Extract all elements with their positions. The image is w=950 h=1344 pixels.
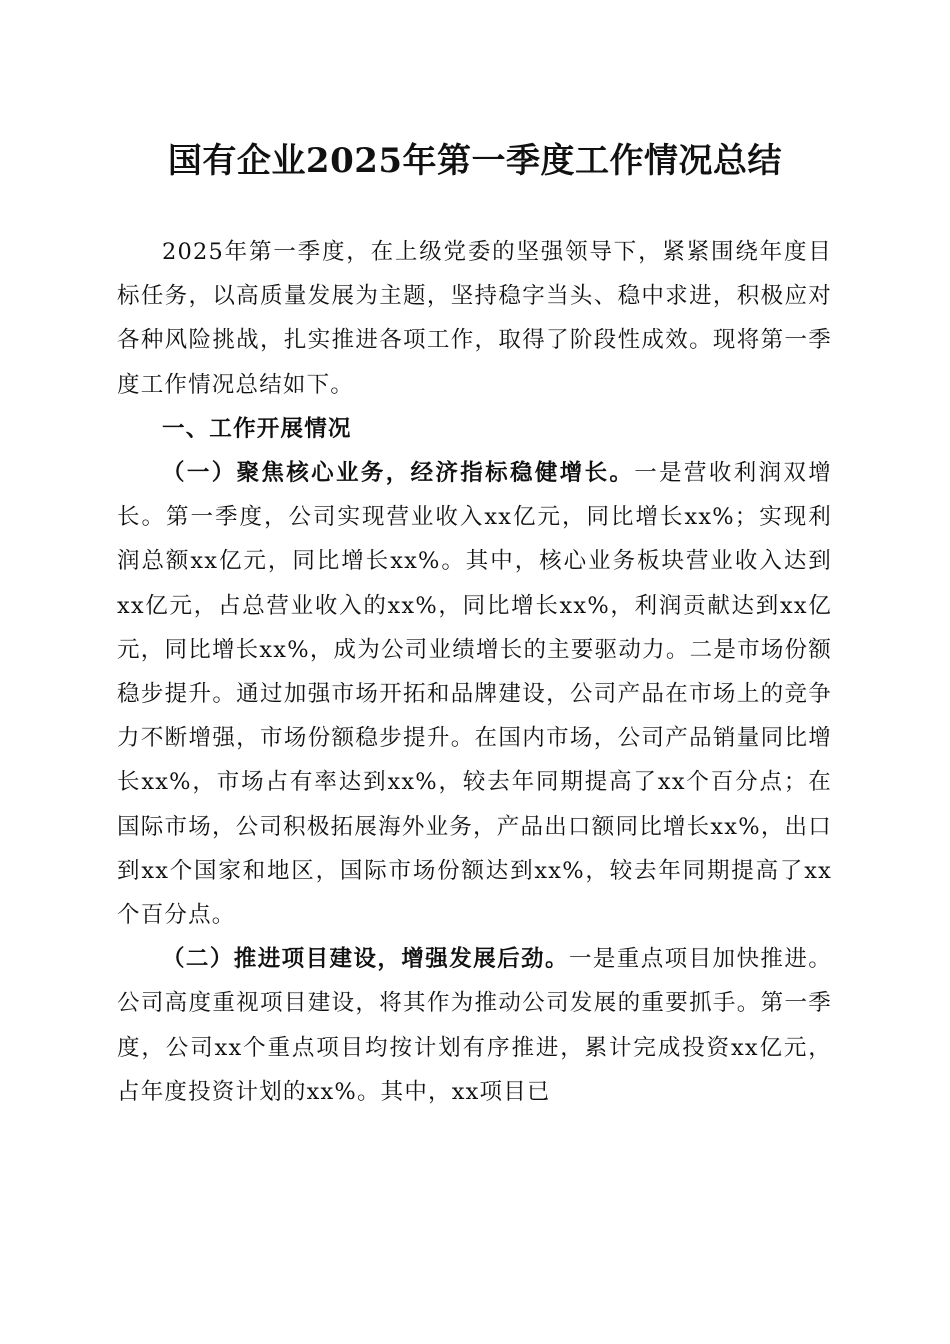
item-2-text: 一是重点项目加快推进。公司高度重视项目建设，将其作为推动公司发展的重要抓手。第一季度，公司xx个重点项目均按计划有序推进，累计完成投资xx亿元，占年度投资计划的xx%。其中，xx项目已: [117, 946, 833, 1105]
document-title: 国有企业2025年第一季度工作情况总结: [167, 141, 783, 181]
item-1-paragraph: [117, 451, 832, 937]
item-1-text: 一是营收利润双增长。第一季度，公司实现营业收入xx亿元，同比增长xx%；实现利润总额xx亿元，同比增长xx%。其中，核心业务板块营业收入达到xx亿元，占总营业收入的xx%，同比增长xx%，利润贡献达到xx亿元，同比增长xx%，成为公司业绩增长的主要驱动力。二是市场份额稳步提升。通过加强市场开拓和品牌建设，公司产品在市场上的竞争力不断增强，市场份额稳步提升。在国内市场，公司产品销量同比增长xx%，市场占有率达到xx%，较去年同期提高了xx个百分点；在国际市场，公司积极拓展海外业务，产品出口额同比增长xx%，出口到xx个国家和地区，国际市场份额达到xx%，较去年同期提高了xx个百分点。: [117, 460, 832, 929]
item-2-lead: （二）推进项目建设，增强发展后劲。: [162, 946, 569, 973]
intro-paragraph: 2025年第一季度，在上级党委的坚强领导下，紧紧围绕年度目标任务，以高质量发展为主题，坚持稳字当头、稳中求进，积极应对各种风险挑战，扎实推进各项工作，取得了阶段性成效。现将第一季度工作情况总结如下。: [117, 239, 832, 398]
item-1-lead: （一）聚焦核心业务，经济指标稳健增长。: [162, 460, 635, 487]
section-heading-1: 一、工作开展情况: [162, 415, 352, 442]
document-body: [117, 230, 832, 1114]
item-2-paragraph: [117, 937, 832, 1114]
